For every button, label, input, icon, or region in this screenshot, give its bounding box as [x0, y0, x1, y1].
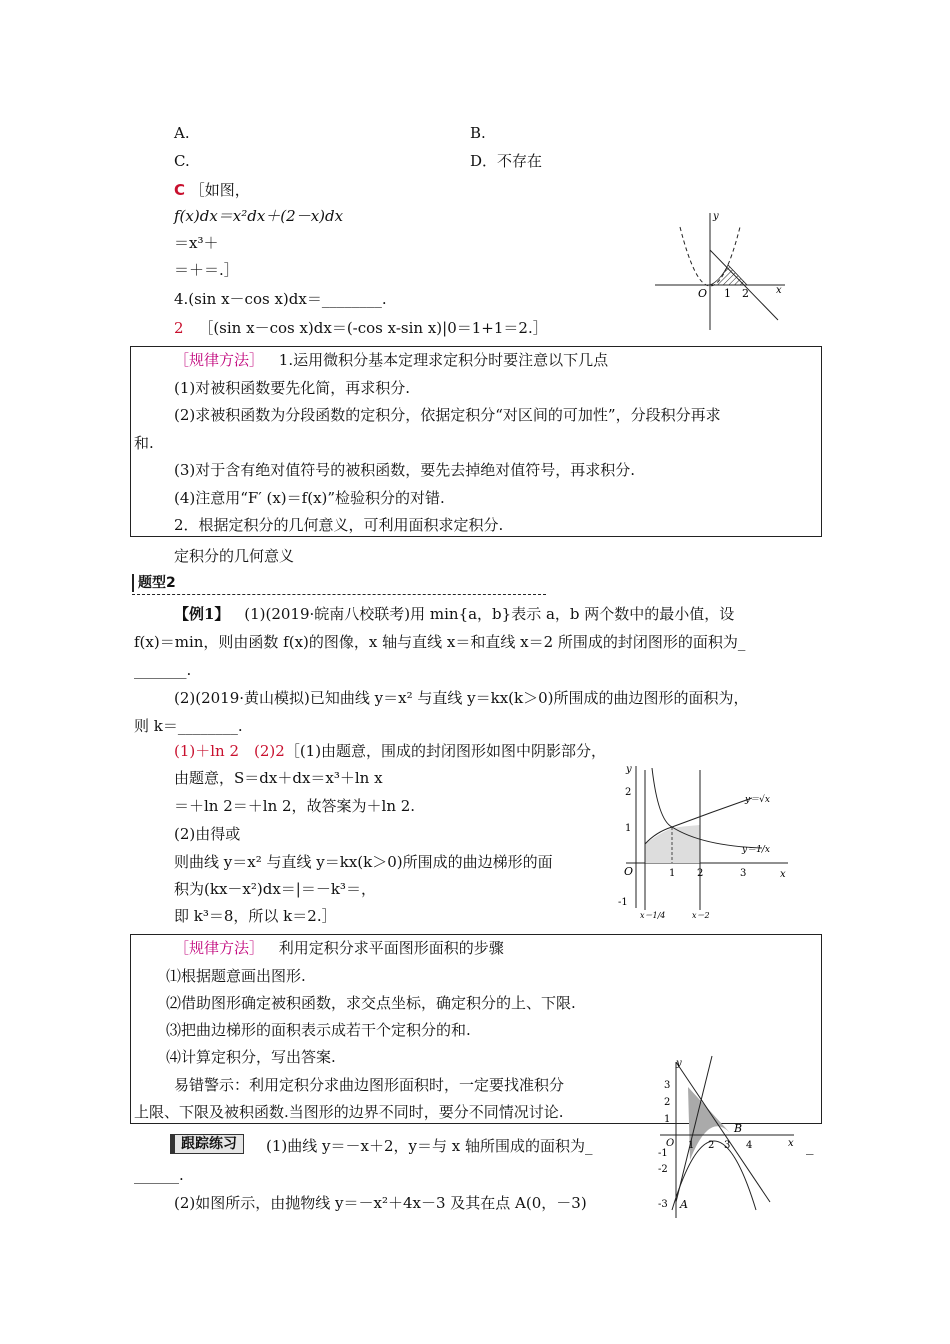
method-2-warning: 上限、下限及被积函数.当图形的边界不同时，要分不同情况讨论.	[134, 1103, 564, 1121]
solution-1-line: 由题意，S＝dx＋dx＝x³＋ln x	[174, 769, 383, 787]
fig1-tick1: 1	[724, 287, 731, 300]
example-1-row1	[174, 604, 734, 624]
fig2-origin: O	[624, 865, 634, 878]
fig2-tick-y: 1	[625, 823, 632, 834]
fig1-x-label: x	[776, 285, 782, 296]
section-title: 定积分的几何意义	[174, 547, 295, 565]
method-2-item: ⑶把曲边梯形的面积表示成若干个定积分的和.	[166, 1021, 471, 1039]
method-2-title: 利用定积分求平面图形面积的步骤	[278, 939, 504, 957]
example-1-line5: 则 k＝________.	[134, 717, 243, 735]
method-1-title: 1.运用微积分基本定理求定积分时要注意以下几点	[278, 351, 609, 369]
fig1-origin: O	[698, 287, 708, 300]
answer-4-text: ［(sin x－cos x)dx＝(-cos x-sin x)|0＝1+1＝2.］	[198, 319, 548, 337]
fig2-y-label: y	[626, 764, 632, 775]
method-2-header	[174, 938, 504, 958]
method-1-item: (4)注意用“F′ (x)＝f(x)”检验积分的对错.	[174, 489, 445, 507]
fig3-tick-y: -3	[658, 1199, 668, 1210]
answer-3-line3: ＝x³＋	[174, 234, 219, 252]
method-box-1	[130, 346, 822, 537]
type-label: 题型2	[132, 574, 176, 592]
practice-line3: (2)如图所示，由抛物线 y＝－x²＋4x－3 及其在点 A(0，－3)	[174, 1194, 587, 1212]
fig2-label-quarter: x＝1/4	[640, 911, 666, 920]
method-2-item: ⑷计算定积分，写出答案.	[166, 1048, 336, 1066]
answer-3-line1: ［如图，	[189, 181, 250, 199]
fig3-tick-y: -1	[658, 1148, 668, 1159]
fig3-tick-y: -2	[658, 1164, 668, 1175]
figure-parabola-line	[650, 205, 790, 335]
practice-line1-tail: _	[806, 1137, 814, 1155]
fig3-tick-y: 3	[664, 1080, 671, 1091]
fig3-tick-x: 3	[724, 1140, 731, 1151]
method-1-item: (1)对被积函数要先化简，再求积分.	[174, 379, 411, 397]
method-1-item: 2．根据定积分的几何意义，可利用面积求定积分.	[174, 516, 504, 534]
solution-1-line: ＝＋ln 2＝＋ln 2，故答案为＋ln 2.	[174, 797, 416, 815]
fig2-tick-x: 3	[740, 868, 747, 879]
fig2-tick-x: 2	[697, 868, 704, 879]
answer-4-num: 2	[174, 319, 184, 337]
fig2-x-label: x	[780, 869, 786, 880]
fig3-tick-x: 1	[688, 1140, 695, 1151]
figure-sqrt-reciprocal	[612, 760, 792, 922]
solution-1-row	[174, 741, 606, 761]
example-1-line3: _______.	[134, 661, 192, 679]
fig2-tick-y: -1	[618, 897, 628, 908]
solution-1-line: (2)由得或	[174, 825, 241, 843]
solution-1-line: 积为(kx－x²)dx＝|＝－k³＝，	[174, 880, 376, 898]
method-1-tag: ［规律方法］	[174, 351, 265, 369]
figure-parabola-tangents	[648, 1052, 798, 1220]
practice-tag: 跟踪练习	[170, 1134, 244, 1154]
method-2-item: ⑵借助图形确定被积函数，求交点坐标，确定积分的上、下限.	[166, 994, 576, 1012]
fig2-label-two: x＝2	[692, 911, 710, 920]
type-divider	[132, 594, 546, 595]
fig2-label-inv: y＝1/x	[742, 845, 770, 855]
solution-1-answer: (1)＋ln 2 (2)2	[174, 742, 285, 760]
fig1-y-label: y	[713, 211, 719, 222]
question-4: 4.(sin x－cos x)dx＝________.	[174, 290, 387, 308]
fig2-tick-x: 1	[669, 868, 676, 879]
fig3-y-label: y	[676, 1058, 682, 1069]
solution-1-text: ［(1)由题意，围成的封闭图形如图中阴影部分，	[284, 742, 607, 760]
solution-1-line: 即 k³＝8，所以 k＝2.］	[174, 907, 337, 925]
choice-c: C.	[174, 152, 190, 170]
practice-line2: ______.	[134, 1166, 184, 1184]
method-1-item: 和.	[134, 434, 154, 452]
answer-letter: C	[174, 181, 186, 199]
method-2-warning: 易错警示：利用定积分求曲边图形面积时，一定要找准积分	[174, 1076, 565, 1094]
fig3-label-A: A	[680, 1198, 688, 1211]
example-1-line2: f(x)＝min，则由函数 f(x)的图像，x 轴与直线 x＝和直线 x＝2 所围成的封闭图形的面积为_	[134, 633, 746, 651]
answer-3	[174, 180, 250, 200]
choice-d: D．不存在	[470, 152, 543, 170]
fig3-tick-y: 2	[664, 1097, 671, 1108]
fig3-tick-y: 1	[664, 1114, 671, 1125]
fig3-tick-x: 2	[708, 1140, 715, 1151]
method-2-item: ⑴根据题意画出图形.	[166, 967, 306, 985]
answer-4	[174, 318, 548, 338]
choice-b: B.	[470, 124, 486, 142]
answer-3-line4: ＝＋＝.］	[174, 261, 239, 279]
fig2-label-sqrt: y＝√x	[745, 795, 770, 805]
method-1-item: (2)求被积函数为分段函数的定积分，依据定积分“对区间的可加性”，分段积分再求	[174, 406, 721, 424]
method-1-item: (3)对于含有绝对值符号的被积函数，要先去掉绝对值符号，再求积分.	[174, 461, 636, 479]
fig3-label-B: B	[734, 1122, 743, 1135]
fig1-tick2: 2	[742, 287, 749, 300]
answer-3-line2: f(x)dx＝x²dx＋(2－x)dx	[174, 207, 344, 225]
example-1-line4: (2)(2019·黄山模拟)已知曲线 y＝x² 与直线 y＝kx(k＞0)所围成的曲边图形的面积为，	[174, 689, 749, 707]
shaded-region	[645, 825, 700, 863]
fig3-origin: O	[666, 1138, 675, 1149]
example-1-line1: (1)(2019·皖南八校联考)用 min{a，b}表示 a，b 两个数中的最小值，设	[244, 605, 735, 623]
solution-1-line: 则曲线 y＝x² 与直线 y＝kx(k＞0)所围成的曲边梯形的面	[174, 853, 553, 871]
method-1-header	[174, 350, 608, 370]
fig3-tick-x: 4	[746, 1140, 753, 1151]
fig3-x-label: x	[788, 1138, 794, 1149]
example-1-label: 【例1】	[174, 605, 230, 623]
fig2-tick-y: 2	[625, 787, 632, 798]
choice-a: A.	[174, 124, 190, 142]
practice-line1: (1)曲线 y＝－x＋2，y＝与 x 轴所围成的面积为_	[266, 1137, 593, 1155]
method-2-tag: ［规律方法］	[174, 939, 265, 957]
